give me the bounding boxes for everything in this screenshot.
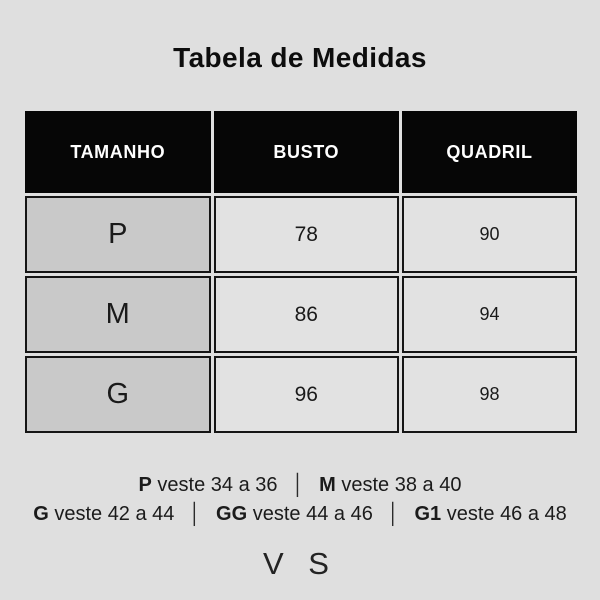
header-cell-busto: BUSTO <box>214 111 400 193</box>
fit-notes-line-2 <box>0 500 600 529</box>
quadril-cell: 90 <box>402 196 577 273</box>
fit-text: veste 42 a 44 <box>54 503 175 525</box>
busto-cell: 96 <box>214 356 400 433</box>
separator-bar: │ <box>387 503 400 525</box>
busto-cell: 78 <box>214 196 400 273</box>
table-row <box>25 276 577 353</box>
brand-logo: V S <box>263 546 337 581</box>
quadril-cell: 98 <box>402 356 577 433</box>
size-cell: G <box>25 356 211 433</box>
size-table <box>22 108 580 436</box>
size-label: M <box>319 474 336 496</box>
size-label: GG <box>216 503 248 525</box>
separator-bar: │ <box>188 503 202 525</box>
size-label: P <box>138 474 152 496</box>
fit-text: veste 46 a 48 <box>446 503 567 525</box>
table-header-row <box>25 111 577 193</box>
table-row <box>25 196 577 273</box>
separator-bar: │ <box>292 474 305 496</box>
table-row <box>25 356 577 433</box>
quadril-cell: 94 <box>402 276 577 353</box>
fit-notes <box>0 471 600 529</box>
size-label: G1 <box>414 503 442 525</box>
size-label: G <box>33 503 49 525</box>
header-cell-tamanho: TAMANHO <box>25 111 211 193</box>
page-title: Tabela de Medidas <box>173 42 427 73</box>
fit-text: veste 34 a 36 <box>157 474 278 496</box>
size-cell: M <box>25 276 211 353</box>
fit-text: veste 38 a 40 <box>341 474 462 496</box>
fit-text: veste 44 a 46 <box>252 503 373 525</box>
size-cell: P <box>25 196 211 273</box>
busto-cell: 86 <box>214 276 400 353</box>
fit-notes-line-1 <box>0 471 600 500</box>
header-cell-quadril: QUADRIL <box>402 111 577 193</box>
